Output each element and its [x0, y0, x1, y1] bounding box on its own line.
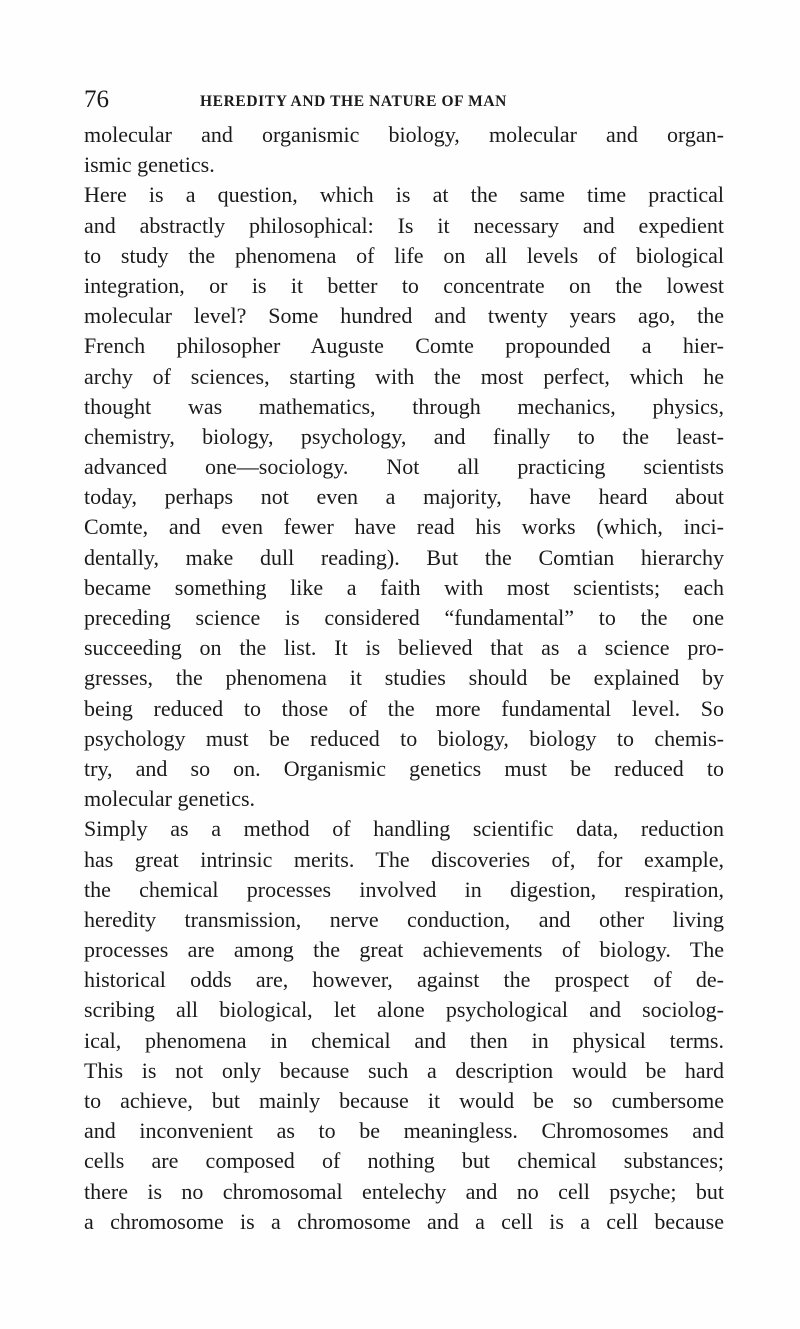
running-title: HEREDITY AND THE NATURE OF MAN — [200, 93, 507, 110]
text-line: a chromosome is a chromosome and a cell is a cell because — [84, 1208, 724, 1234]
text-line: psychology must be reduced to biology, biology to chemis- — [84, 725, 724, 751]
text-line: has great intrinsic merits. The discoveries of, for example, — [84, 846, 724, 872]
text-line: advanced one—sociology. Not all practicing scientists — [84, 454, 724, 480]
text-line: and abstractly philosophical: Is it necessary and expedient — [84, 212, 724, 238]
body-text — [84, 120, 724, 1237]
text-line: try, and so on. Organismic genetics must be reduced to — [84, 755, 724, 781]
page-number: 76 — [84, 86, 109, 113]
text-line: thought was mathematics, through mechanics, physics, — [84, 393, 724, 419]
text-line: cells are composed of nothing but chemical substances; — [84, 1148, 724, 1174]
text-line: the chemical processes involved in digestion, respiration, — [84, 876, 724, 902]
text-line: preceding science is considered “fundamental” to the one — [84, 605, 724, 630]
text-line: molecular and organismic biology, molecular and organ- — [84, 122, 724, 147]
text-line: gresses, the phenomena it studies should be explained by — [84, 665, 724, 691]
text-line: became something like a faith with most scientists; each — [84, 574, 724, 600]
text-line: integration, or is it better to concentrate on the lowest — [84, 272, 724, 298]
text-line: there is no chromosomal entelechy and no cell psyche; but — [84, 1178, 724, 1204]
text-line: processes are among the great achievements of biology. The — [84, 937, 724, 963]
text-line: and inconvenient as to be meaningless. Chromosomes and — [84, 1118, 724, 1144]
text-line: molecular genetics. — [84, 786, 256, 812]
text-line: scribing all biological, let alone psychological and sociolog- — [84, 997, 724, 1023]
text-line: French philosopher Auguste Comte propounded a hier- — [84, 333, 724, 359]
text-line: dentally, make dull reading). But the Comtian hierarchy — [84, 544, 724, 570]
text-line: historical odds are, however, against the prospect of de- — [84, 967, 724, 993]
text-line: being reduced to those of the more fundamental level. So — [84, 695, 724, 721]
text-line: today, perhaps not even a majority, have heard about — [84, 484, 724, 510]
text-line: ical, phenomena in chemical and then in physical terms. — [84, 1027, 724, 1053]
text-line: Comte, and even fewer have read his works (which, inci- — [84, 514, 724, 540]
text-line: heredity transmission, nerve conduction, and other living — [84, 906, 724, 932]
text-line: to achieve, but mainly because it would be so cumbersome — [84, 1088, 724, 1113]
text-line: Simply as a method of handling scientific data, reduction — [84, 816, 724, 842]
text-line: Here is a question, which is at the same time practical — [84, 182, 724, 208]
running-head — [84, 84, 724, 116]
text-line: to study the phenomena of life on all levels of biological — [84, 242, 724, 268]
text-line: molecular level? Some hundred and twenty years ago, the — [84, 303, 724, 329]
text-line: ismic genetics. — [84, 152, 215, 178]
text-line: This is not only because such a description would be hard — [84, 1057, 724, 1083]
text-line: archy of sciences, starting with the most perfect, which he — [84, 363, 724, 389]
text-line: succeeding on the list. It is believed that as a science pro- — [84, 635, 724, 661]
text-line: chemistry, biology, psychology, and finally to the least- — [84, 423, 724, 449]
